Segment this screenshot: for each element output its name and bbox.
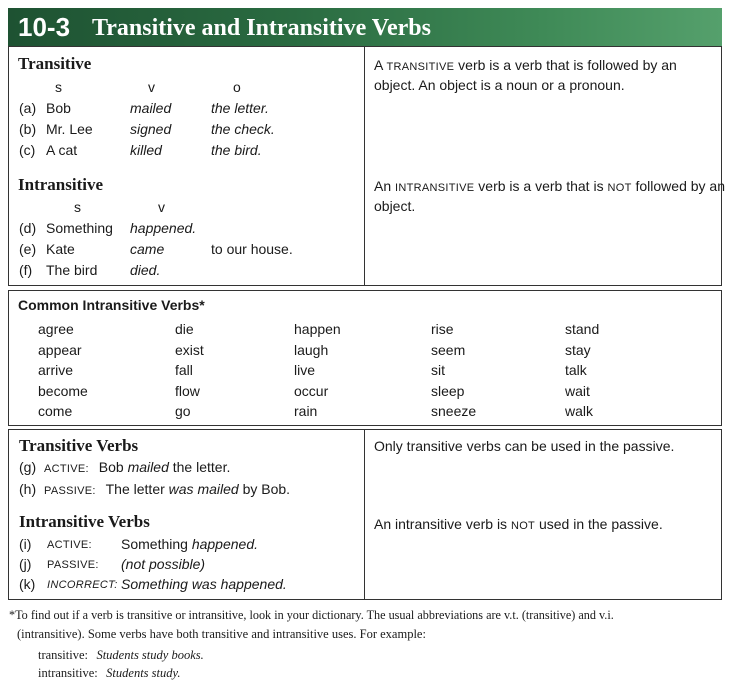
passive-transitive-explanation: Only transitive verbs can be used in the passive. [374,438,675,454]
verb-item: sit [431,362,445,378]
example-e-subject: Kate [46,241,75,257]
example-e-rest: to our house. [211,241,293,257]
verb-item: die [175,321,194,337]
verb-item: stay [565,341,591,358]
example-j-tag: PASSIVE: [47,559,99,571]
verb-column-5 [565,319,599,422]
example-h: (h) PASSIVE: The letter was mailed by Bob. [19,481,291,497]
footnote-line1: *To find out if a verb is transitive or intransitive, look in your dictionary. The usual abbreviations are v.t. (transitive) and v.i. [9,608,614,622]
lesson-number: 10-3 [18,12,71,42]
verb-item: go [175,403,191,419]
transitive-explanation: A TRANSITIVE verb is a verb that is followed by an [374,57,677,73]
verb-item: laugh [294,341,329,358]
example-k-text: Something was happened. [121,576,287,592]
box3-divider [364,429,365,600]
example-c-subject: A cat [46,142,78,158]
intransitive-heading: Intransitive [18,175,103,194]
verb-item: rise [431,321,454,337]
example-b-subject: Mr. Lee [46,121,93,137]
example-d-verb: happened. [130,220,197,236]
example-label-i: (i) [19,536,32,552]
example-f-subject: The bird [46,262,98,278]
verb-item: come [38,403,73,419]
passive-intransitive-explanation: An intransitive verb is NOT used in the passive. [374,516,663,532]
example-d-subject: Something [46,220,113,236]
lesson-header [8,8,722,46]
verb-item: exist [175,341,204,358]
col-header-o: o [233,79,241,95]
example-j-text: (not possible) [121,556,206,572]
example-label-k: (k) [19,576,36,592]
verb-item: walk [565,403,594,419]
col-header-v-2: v [158,199,165,215]
example-g: (g) ACTIVE: Bob mailed the letter. [19,459,231,475]
verb-item: stand [565,321,600,337]
example-i-tag: ACTIVE: [47,539,92,551]
transitive-verbs-heading: Transitive Verbs [19,436,139,455]
example-label-f: (f) [19,262,33,278]
example-a-object: the letter. [211,100,269,116]
common-verbs-heading: Common Intransitive Verbs* [18,297,205,313]
example-label-c: (c) [19,142,36,158]
verb-item: fall [175,362,193,378]
verb-item: rain [294,403,318,419]
example-i-text: Something happened. [121,536,259,552]
example-a-subject: Bob [46,100,71,116]
example-label-b: (b) [19,121,37,137]
intransitive-explanation-line2: object. [374,198,416,214]
verb-item: sneeze [431,403,477,419]
example-c-verb: killed [130,142,162,158]
verb-item: sleep [431,382,465,399]
example-b-object: the check. [211,121,275,137]
intransitive-verbs-heading: Intransitive Verbs [19,512,150,531]
example-f-verb: died. [130,262,161,278]
intransitive-explanation: An INTRANSITIVE verb is a verb that is NOT followed by an [374,178,725,194]
example-k-tag: INCORRECT: [47,579,118,591]
lesson-title: Transitive and Intransitive Verbs [92,15,431,41]
footnote-example-intransitive: intransitive: Students study. [38,666,181,680]
col-header-s: s [55,79,62,95]
verb-column-2 [175,319,204,422]
verb-item: arrive [38,362,74,378]
example-b-verb: signed [130,121,172,137]
example-label-e: (e) [19,241,37,257]
verb-item: flow [175,382,200,399]
col-header-v: v [148,79,155,95]
verb-column-1 [38,319,88,422]
verb-item: talk [565,362,587,378]
col-header-s-2: s [74,199,81,215]
verb-item: occur [294,382,329,399]
example-a-verb: mailed [130,100,172,116]
verb-column-3 [294,319,341,422]
verb-item: wait [565,382,590,399]
verb-column-4 [431,319,476,422]
verb-item: agree [38,321,74,337]
example-label-d: (d) [19,220,37,236]
example-c-object: the bird. [211,142,262,158]
footnote-example-transitive: transitive: Students study books. [38,648,204,662]
box1-divider [364,46,365,286]
example-e-verb: came [130,241,165,257]
transitive-heading: Transitive [18,54,92,73]
footnote-line2: (intransitive). Some verbs have both transitive and intransitive uses. For example: [17,627,426,641]
verb-item: happen [294,321,341,337]
example-label-j: (j) [19,556,32,572]
verb-item: appear [38,341,82,358]
verb-item: live [294,362,316,378]
transitive-explanation-line2: object. An object is a noun or a pronoun. [374,77,625,93]
verb-item: seem [431,341,466,358]
verb-item: become [38,382,88,399]
example-label-a: (a) [19,100,37,116]
